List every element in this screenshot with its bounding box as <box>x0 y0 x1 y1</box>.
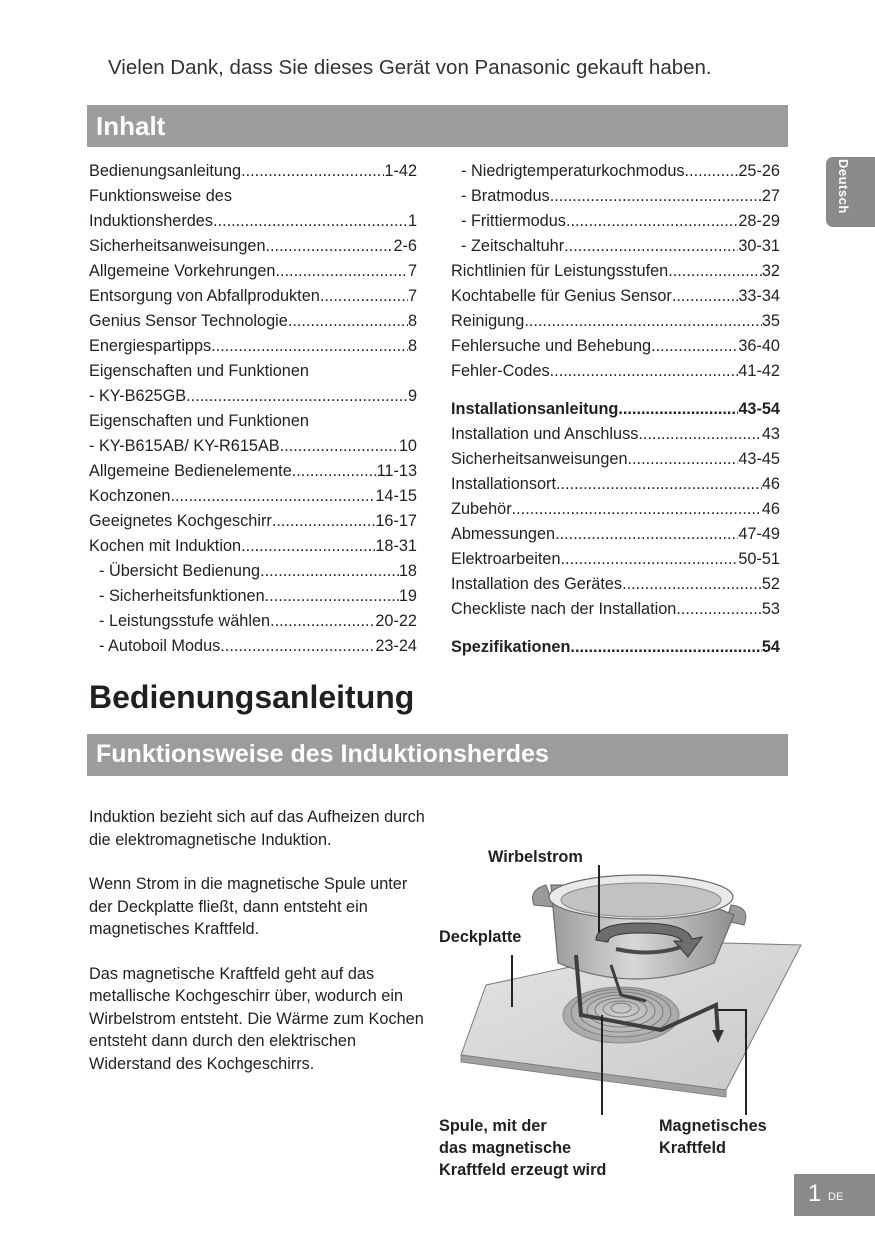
toc-entry <box>451 572 780 597</box>
toc-entry-label: Installation und Anschluss <box>451 425 639 443</box>
toc-entry <box>451 497 780 522</box>
toc-entry <box>89 509 417 534</box>
language-tab <box>826 157 875 227</box>
toc-entry-page: 50-51 <box>738 550 780 568</box>
toc-dot-leader <box>668 259 762 284</box>
toc-entry <box>451 472 780 497</box>
toc-entry <box>89 434 417 459</box>
toc-dot-leader <box>566 209 738 234</box>
toc-entry-page: 7 <box>407 262 417 280</box>
toc-dot-leader <box>561 547 739 572</box>
toc-entry-page: 43-45 <box>738 450 780 468</box>
toc-entry <box>89 184 417 209</box>
label-magn-line: Kraftfeld <box>659 1139 726 1157</box>
toc-entry-page: 33-34 <box>738 287 780 305</box>
toc-entry <box>89 609 417 634</box>
toc-dot-leader <box>292 459 377 484</box>
pot-inside <box>561 883 721 917</box>
toc-entry <box>89 459 417 484</box>
toc-dot-leader <box>241 534 375 559</box>
paragraph: Das magnetische Kraftfeld geht auf das metallische Kochgeschirr über, wodurch ein Wirbelstrom entsteht. Die Wärme zum Kochen entsteht dann durch den elektrischen Widerstand des Kochgeschirrs. <box>89 964 424 1073</box>
toc-entry <box>89 559 417 584</box>
toc-dot-leader <box>220 634 375 659</box>
label-spule-line: Spule, mit der <box>439 1117 547 1135</box>
toc-entry-page: 47-49 <box>738 525 780 543</box>
toc-dot-leader <box>211 334 408 359</box>
toc-entry <box>451 635 780 660</box>
section-title: Bedienungsanleitung <box>89 679 415 715</box>
toc-entry-page: 18 <box>398 562 417 580</box>
label-spule-line: das magnetische <box>439 1139 572 1157</box>
label-spule <box>439 1115 606 1181</box>
toc-entry-label: - Zeitschaltuhr <box>461 237 565 255</box>
toc-entry-page: 46 <box>761 500 780 518</box>
toc-entry-label: - Niedrigtemperaturkochmodus <box>461 162 685 180</box>
toc-entry-label: Bedienungsanleitung <box>89 162 242 180</box>
label-wirbelstrom: Wirbelstrom <box>488 848 583 866</box>
toc-dot-leader <box>622 572 762 597</box>
toc-dot-leader <box>275 259 407 284</box>
toc-entry <box>451 547 780 572</box>
toc-entry-page: 52 <box>761 575 780 593</box>
toc-dot-leader <box>213 209 408 234</box>
toc-dot-leader <box>270 609 375 634</box>
toc-entry <box>89 209 417 234</box>
toc-dot-leader <box>651 334 738 359</box>
toc-dot-leader <box>555 522 738 547</box>
page-number: 1 <box>808 1180 822 1207</box>
toc-entry-label: Sicherheitsanweisungen <box>89 237 266 255</box>
toc-entry-page: 25-26 <box>738 162 780 180</box>
toc-entry-page: 7 <box>407 287 417 305</box>
toc-entry <box>451 597 780 622</box>
toc-entry-label: Genius Sensor Technologie <box>89 312 288 330</box>
toc-entry-page: 46 <box>761 475 780 493</box>
toc-entry-label: Allgemeine Bedienelemente <box>89 462 292 480</box>
toc-dot-leader <box>618 397 738 422</box>
toc-entry-label: - Frittiermodus <box>461 212 566 230</box>
toc-entry-page: 41-42 <box>738 362 780 380</box>
toc-dot-leader <box>524 309 762 334</box>
toc-dot-leader <box>685 159 739 184</box>
paragraph: Wenn Strom in die magnetische Spule unter der Deckplatte fließt, dann entsteht ein magnetisches Kraftfeld. <box>89 875 408 938</box>
toc-entry-label: Abmessungen <box>451 525 556 543</box>
toc-dot-leader <box>628 447 739 472</box>
toc-entry-page: 18-31 <box>375 537 417 555</box>
toc-entry-page: 20-22 <box>375 612 417 630</box>
toc-entry-label: Richtlinien für Leistungsstufen <box>451 262 669 280</box>
toc-dot-leader <box>320 284 408 309</box>
toc-dot-leader <box>288 309 408 334</box>
toc-entry-page: 43 <box>761 425 780 443</box>
toc-dot-leader <box>186 384 408 409</box>
toc-entry-page: 30-31 <box>738 237 780 255</box>
toc-entry <box>89 384 417 409</box>
toc-dot-leader <box>280 434 399 459</box>
toc-entry <box>89 284 417 309</box>
toc-entry-label: Elektroarbeiten <box>451 550 561 568</box>
toc-entry-page: 27 <box>761 187 780 205</box>
toc-dot-leader <box>550 184 762 209</box>
toc-left-column <box>89 159 417 659</box>
toc-dot-leader <box>556 472 762 497</box>
toc-entry-page: 1 <box>407 212 417 230</box>
toc-entry <box>89 159 417 184</box>
toc-entry-label: Fehlersuche und Behebung <box>451 337 652 355</box>
toc-entry-page: 35 <box>761 312 780 330</box>
toc-entry-page: 14-15 <box>375 487 417 505</box>
toc-entry <box>89 259 417 284</box>
page-number-box <box>794 1174 875 1216</box>
toc-entry <box>451 209 780 234</box>
toc-entry-label: - KY-B615AB/ KY-R615AB <box>89 437 280 455</box>
toc-dot-leader <box>676 597 762 622</box>
label-magn-line: Magnetisches <box>659 1117 767 1135</box>
toc-entry-label: Reinigung <box>451 312 525 330</box>
toc-entry-label: Sicherheitsanweisungen <box>451 450 628 468</box>
toc-dot-leader <box>512 497 762 522</box>
toc-entry-label: - Bratmodus <box>461 187 550 205</box>
toc-entry <box>89 309 417 334</box>
toc-entry-label: Checkliste nach der Installation <box>451 600 677 618</box>
toc-entry <box>89 634 417 659</box>
toc-entry-label: Funktionsweise des <box>89 187 232 205</box>
toc-entry-label: Induktionsherdes <box>89 212 214 230</box>
toc-entry-label: - Sicherheitsfunktionen <box>99 587 265 605</box>
paragraph: Induktion bezieht sich auf das Aufheizen durch die elektromagnetische Induktion. <box>89 808 425 849</box>
toc-entry-label: - Übersicht Bedienung <box>99 562 261 580</box>
subsection-title: Funktionsweise des Induktionsherdes <box>96 740 549 768</box>
toc-entry-label: Kochzonen <box>89 487 171 505</box>
toc-entry-page: 36-40 <box>738 337 780 355</box>
label-deckplatte: Deckplatte <box>439 928 522 946</box>
toc-dot-leader <box>564 234 738 259</box>
toc-entry-label: - Autoboil Modus <box>99 637 221 655</box>
toc-entry-label: - Leistungsstufe wählen <box>99 612 271 630</box>
toc-entry <box>89 359 417 384</box>
toc-entry-label: Installationsort <box>451 475 556 493</box>
toc-entry-label: Allgemeine Vorkehrungen <box>89 262 276 280</box>
toc-dot-leader <box>272 509 376 534</box>
toc-entry <box>89 484 417 509</box>
label-magnetisches-kraftfeld <box>659 1115 767 1159</box>
toc-entry-label: Geeignetes Kochgeschirr <box>89 512 272 530</box>
toc-entry <box>451 284 780 309</box>
toc-dot-leader <box>672 284 739 309</box>
toc-entry <box>89 534 417 559</box>
toc-entry-page: 43-54 <box>738 400 780 418</box>
intro-text: Vielen Dank, dass Sie dieses Gerät von Panasonic gekauft haben. <box>108 56 712 79</box>
toc-entry-page: 19 <box>398 587 417 605</box>
toc-dot-leader <box>260 559 399 584</box>
toc-dot-leader <box>241 159 384 184</box>
toc-entry-page: 8 <box>407 337 417 355</box>
toc-entry-page: 10 <box>398 437 417 455</box>
toc-entry <box>451 447 780 472</box>
toc-entry <box>451 359 780 384</box>
toc-entry-label: Spezifikationen <box>451 638 571 656</box>
toc-entry-page: 11-13 <box>376 462 417 480</box>
toc-heading: Inhalt <box>96 111 166 141</box>
subsection-heading-bar <box>87 734 788 776</box>
toc-entry-label: Kochtabelle für Genius Sensor <box>451 287 672 305</box>
toc-entry-label: Energiespartipps <box>89 337 212 355</box>
toc-dot-leader <box>266 234 394 259</box>
toc-entry-page: 53 <box>761 600 780 618</box>
toc-entry-page: 8 <box>407 312 417 330</box>
toc-right-column <box>451 159 780 660</box>
toc-entry <box>451 397 780 422</box>
toc-entry <box>451 334 780 359</box>
page-lang: DE <box>828 1191 844 1203</box>
toc-dot-leader <box>570 635 761 660</box>
toc-entry <box>451 184 780 209</box>
toc-entry-page: 23-24 <box>375 637 417 655</box>
toc-entry <box>451 422 780 447</box>
toc-entry <box>451 522 780 547</box>
toc-entry-label: - KY-B625GB <box>89 387 187 405</box>
toc-entry-label: Kochen mit Induktion <box>89 537 242 555</box>
toc-entry-page: 1-42 <box>384 162 417 180</box>
induction-diagram <box>436 845 806 1120</box>
toc-dot-leader <box>638 422 762 447</box>
toc-entry-page: 16-17 <box>375 512 417 530</box>
toc-entry-label: Installation des Gerätes <box>451 575 623 593</box>
toc-entry <box>89 409 417 434</box>
toc-entry <box>451 259 780 284</box>
toc-entry-page: 54 <box>761 638 780 656</box>
toc-dot-leader <box>265 584 399 609</box>
body-text <box>89 806 434 1097</box>
toc-entry <box>89 234 417 259</box>
toc-dot-leader <box>550 359 739 384</box>
label-spule-line: Kraftfeld erzeugt wird <box>439 1161 607 1179</box>
language-tab-label: Deutsch <box>836 159 851 214</box>
toc-entry-label: Installationsanleitung <box>451 400 619 418</box>
toc-entry-page: 2-6 <box>393 237 417 255</box>
toc-entry-page: 9 <box>407 387 417 405</box>
toc-entry-label: Zubehör <box>451 500 512 518</box>
toc-entry <box>89 584 417 609</box>
toc-entry-label: Fehler-Codes <box>451 362 550 380</box>
toc-entry-label: Eigenschaften und Funktionen <box>89 362 309 380</box>
toc-dot-leader <box>170 484 375 509</box>
toc-entry-page: 32 <box>761 262 780 280</box>
toc-entry <box>451 159 780 184</box>
toc-heading-bar <box>87 105 788 147</box>
toc-entry <box>451 309 780 334</box>
toc-entry <box>451 234 780 259</box>
toc-entry-label: Entsorgung von Abfallprodukten <box>89 287 320 305</box>
toc-entry <box>89 334 417 359</box>
toc-entry-page: 28-29 <box>738 212 780 230</box>
toc-entry-label: Eigenschaften und Funktionen <box>89 412 309 430</box>
